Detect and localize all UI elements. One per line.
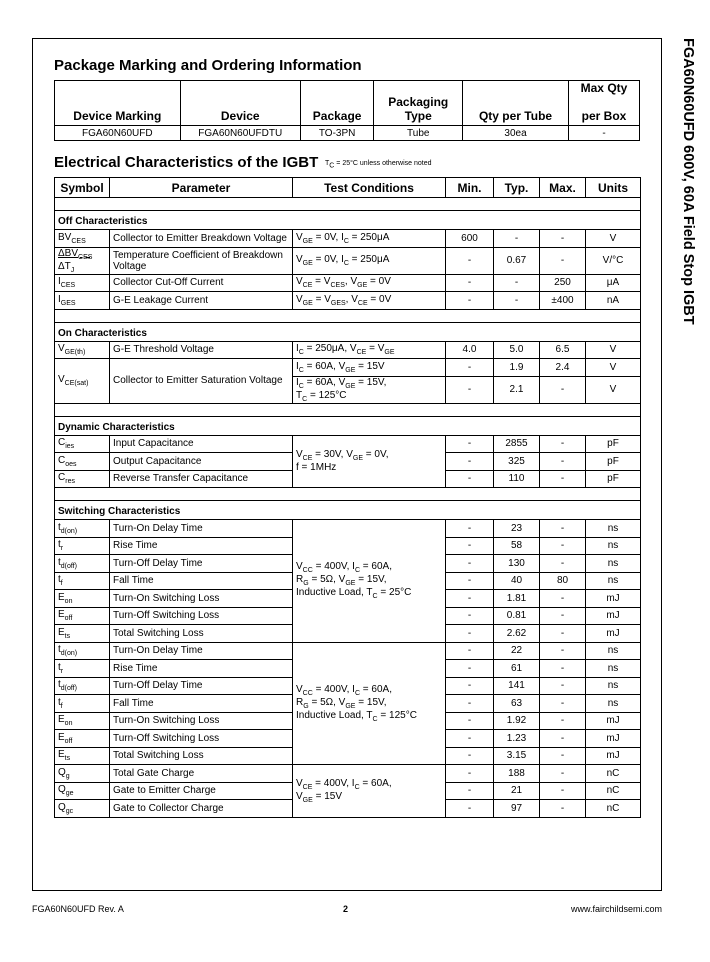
electrical-table: Symbol Parameter Test Conditions Min. Typ. Max. Units Off Characteristics $BV_{CES}$ Collector to Emitter Breakdown Voltage $V_{GE} = 0V$, $I_C = 250\mu A$ 600 - - V $\Delta BV_{CES}$ $\Delta T_J$ Temperature Coefficient of Breakdown Voltage $V_{GE} = 0V$, $I_C = 250\mu A$ - 0.67 - V/°C $I_{CES}$ Collector Cut-Off Current $V_{CE} = V_{CES}$, $V_{GE} = 0V$ - - 250 μA $I_{GES}$ G-E Leakage Current $V_{GE} = V_{GES}$, $V_{CE} = 0V$ - - ±400 nA On Characteristics $V_{GE(th)}$ G-E Threshold Voltage $I_C = 250\mu A$, $V_{CE} = V_{GE}$ 4.0 5.0 6.5 V $V_{CE(sat)}$ Collector to Emitter Saturation Voltage $I_C = 60A$, $V_{GE} = 15V$ - 1.9 2.4 V $I_C = 60A$, $V_{GE} = 15V$, $T_C = 125^\circ C$ - 2.1 - V Dynamic Characteristics $C_{ies}$ Input Capacitance $V_{CE} = 30V$, $V_{GE} = 0V$, f = 1MHz - 2855 - pF $C_{oes}$ Output Capacitance - 325 - pF $C_{res}$ Reverse Transfer Capacitance - 110 - pF Switching Characteristics $t_{d(on)}$ Turn-On Delay Time $V_{CC} = 400V$, $I_C = 60A$, $R_G = 5\Omega$, $V_{GE} = 15V$, Inductive Load, $T_C = 25^\circ C$ - 23 - ns $t_r$ Rise Time - 58 - ns $t_{d(off)}$ Turn-Off Delay Time - 130 - ns $t_f$ Fall Time - 40 80 ns $E_{on}$ Turn-On Switching Loss - 1.81 - mJ $E_{off}$ Turn-Off Switching Loss - 0.81 - mJ $E_{ts}$ Total Switching Loss - 2.62 - mJ $t_{d(on)}$ Turn-On Delay Time $V_{CC} = 400V$, $I_C = 60A$, $R_G = 5\Omega$, $V_{GE} = 15V$, Inductive Load, $T_C = 125^\circ C$ - 22 - ns $t_r$ Rise Time - 61 - ns $t_{d(off)}$ Turn-Off Delay Time - 141 - ns $t_f$ Fall Time - 63 - ns $E_{on}$ Turn-On Switching Loss - 1.92 - mJ $E_{off}$ Turn-Off Switching Loss - 1.23 - mJ $E_{ts}$ Total Switching Loss - 3.15 - mJ $Q_g$ Total Gate Charge $V_{CE} = 400V$, $I_C = 60A$, $V_{GE} = 15V$ - 188 - nC $Q_{ge}$ Gate to Emitter Charge - 21 - nC $Q_{gc}$ Gate to Collector Charge - 97 - nC [54, 177, 641, 818]
footer-right: www.fairchildsemi.com [570, 904, 662, 914]
temp-note: $T_C = 25^\circ C$ unless otherwise noted [325, 160, 432, 170]
side-title: FGA60N60UFD 600V, 60A Field Stop IGBT [680, 38, 696, 325]
package-title: Package Marking and Ordering Information [54, 57, 362, 74]
package-table: Device Marking Device Package Packaging Type Qty per Tube Max Qty per Box FGA60N60UFD FGA60N60UFDTU TO-3PN Tube 30ea - [54, 80, 640, 141]
footer-left: FGA60N60UFD Rev. A [32, 904, 124, 914]
footer-page: 2 [343, 904, 349, 914]
electrical-title: Electrical Characteristics of the IGBT [54, 154, 319, 171]
